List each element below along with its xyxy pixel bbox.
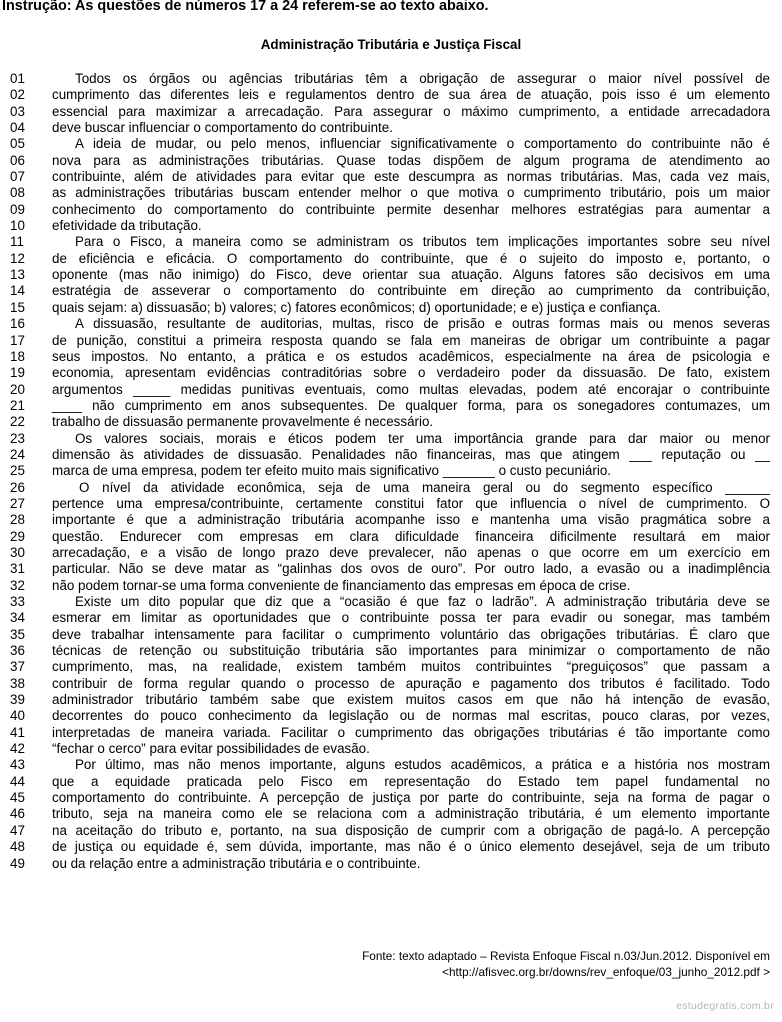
text-line [0, 790, 782, 806]
text-line [0, 643, 782, 659]
text-line [0, 104, 782, 120]
text-line [0, 300, 782, 316]
line-number: 32 [10, 577, 25, 593]
line-text: administrador tributário também sabe que existem muitos casos em que não há intenção de evasão, [52, 692, 770, 708]
text-line [0, 512, 782, 528]
text-line [0, 202, 782, 218]
text-line [0, 234, 782, 250]
line-number: 11 [10, 234, 24, 250]
line-text: tributo, seja na maneira como ele se relaciona com a administração tributária, é um elemento importante [52, 806, 770, 822]
line-text: na aceitação do tributo e, portanto, na sua disposição de cumprir com a obrigação de pagá-lo. A percepção [52, 822, 770, 838]
text-line [0, 659, 782, 675]
line-number: 10 [10, 218, 25, 234]
line-number: 03 [10, 103, 25, 119]
line-text: contribuir de forma regular quando o processo de apuração e pagamento dos tributos é facilitado. Todo [52, 675, 770, 691]
line-text: O nível da atividade econômica, seja de uma maneira geral ou do segmento específico ______ [79, 479, 770, 495]
text-line [0, 610, 782, 626]
text-line [0, 136, 782, 152]
line-number: 22 [10, 414, 25, 430]
watermark: estudegratis.com.br [676, 1000, 774, 1012]
line-number: 43 [10, 757, 25, 773]
text-line [0, 496, 782, 512]
line-text: marca de uma empresa, podem ter efeito muito mais significativo _______ o custo pecuniário. [52, 463, 611, 479]
numbered-text-body [0, 71, 782, 872]
line-text: não podem tornar-se uma forma conveniente de financiamento das empresas em época de crise. [52, 577, 631, 593]
line-text: deve trabalhar intensamente para facilitar o cumprimento voluntário das obrigações tributárias. É claro que [52, 626, 770, 642]
text-line [0, 529, 782, 545]
text-line [0, 251, 782, 267]
text-line [0, 365, 782, 381]
text-line [0, 349, 782, 365]
line-number: 44 [10, 773, 25, 789]
text-line [0, 725, 782, 741]
text-line [0, 333, 782, 349]
text-line [0, 708, 782, 724]
source-line-1: Fonte: texto adaptado – Revista Enfoque Fiscal n.03/Jun.2012. Disponível em [362, 949, 770, 963]
line-number: 16 [10, 316, 25, 332]
line-number: 19 [10, 365, 25, 381]
text-line [0, 839, 782, 855]
line-text: importante é que a administração tributária acompanhe isso e mantenha uma visão pragmática sobre a [52, 512, 770, 528]
text-line [0, 594, 782, 610]
line-number: 21 [10, 397, 25, 413]
text-title: Administração Tributária e Justiça Fiscal [260, 37, 522, 52]
text-line [0, 87, 782, 103]
line-number: 09 [10, 201, 25, 217]
text-line [0, 676, 782, 692]
text-line [0, 120, 782, 136]
line-number: 28 [10, 512, 25, 528]
line-number: 08 [10, 185, 25, 201]
text-line [0, 71, 782, 87]
line-text: cumprimento das diferentes leis e regulamentos dentro de sua área de atuação, pois isso é um elemento [52, 87, 770, 103]
line-text: seus impostos. No entanto, a prática e os estudos acadêmicos, especialmente na área de psicologia e [52, 348, 770, 364]
text-line [0, 692, 782, 708]
line-number: 30 [10, 544, 25, 560]
text-line [0, 757, 782, 773]
line-number: 06 [10, 152, 25, 168]
line-number: 48 [10, 839, 25, 855]
line-number: 40 [10, 708, 25, 724]
line-number: 23 [10, 430, 25, 446]
line-text: efetividade da tributação. [52, 218, 202, 234]
text-line [0, 806, 782, 822]
line-text: A ideia de mudar, ou pelo menos, influenciar significativamente o comportamento do contribuinte não é [75, 136, 770, 152]
text-line [0, 545, 782, 561]
text-line [0, 382, 782, 398]
line-number: 24 [10, 446, 25, 462]
text-line [0, 561, 782, 577]
line-number: 34 [10, 610, 25, 626]
line-number: 05 [10, 136, 25, 152]
text-line [0, 578, 782, 594]
line-number: 31 [10, 561, 25, 577]
line-number: 13 [10, 267, 25, 283]
line-number: 37 [10, 659, 25, 675]
source-line-2: <http://afisvec.org.br/downs/rev_enfoque/03_junho_2012.pdf > [442, 965, 770, 979]
text-line [0, 741, 782, 757]
line-text: oponente (mas não inimigo) do Fisco, deve orientar sua atuação. Alguns fatores são decisivos em uma [52, 267, 770, 283]
line-number: 33 [10, 594, 25, 609]
line-text: técnicas de retenção ou substituição tributária são importantes para minimizar o comportamento de não [52, 643, 770, 659]
line-text: arrecadação, e a visão de longo prazo deve prevalecer, não apenas o que ocorre em um exercício em [52, 544, 770, 560]
line-text: Os valores sociais, morais e éticos podem ter uma importância grande para dar maior ou menor [75, 430, 770, 446]
line-number: 49 [10, 855, 25, 871]
line-text: comportamento do contribuinte. A percepção de justiça por parte do contribuinte, seja na forma de pagar o [52, 790, 770, 806]
text-line [0, 414, 782, 430]
line-text: Todos os órgãos ou agências tributárias têm a obrigação de assegurar o maior nível possível de [75, 71, 770, 86]
line-number: 47 [10, 822, 25, 838]
line-text: quais sejam: a) dissuasão; b) valores; c) fatores econômicos; d) oportunidade; e e) justiça e confiança. [52, 299, 661, 315]
line-text: ou da relação entre a administração tributária e o contribuinte. [52, 855, 421, 871]
line-text: “fechar o cerco” para evitar possibilidades de evasão. [52, 741, 370, 757]
line-number: 07 [10, 169, 25, 185]
line-text: de eficiência e eficácia. O comportamento do contribuinte, que é o sujeito do imposto e, portanto, o [52, 250, 770, 266]
text-line [0, 218, 782, 234]
line-text: deve buscar influenciar o comportamento do contribuinte. [52, 120, 393, 136]
text-line [0, 463, 782, 479]
line-text: A dissuasão, resultante de auditorias, multas, risco de prisão e outras formas mais ou menos severas [75, 316, 770, 332]
line-text: estratégia de asseverar o comportamento do contribuinte em direção ao cumprimento da contribuição, [52, 283, 770, 299]
line-text: Por último, mas não menos importante, alguns estudos acadêmicos, a prática e a história nos mostram [75, 757, 770, 773]
line-number: 02 [10, 87, 25, 103]
text-line [0, 431, 782, 447]
line-number: 27 [10, 495, 25, 511]
line-number: 18 [10, 348, 25, 364]
line-text: nova para as administrações tributárias. Quase todas dispõem de algum programa de atendimento ao [52, 152, 770, 168]
line-number: 25 [10, 463, 25, 479]
text-line [0, 774, 782, 790]
source-citation [362, 948, 770, 980]
line-text: contribuinte, além de atividades para evitar que este descumpra as normas tributárias. Mas, cada vez mais, [52, 169, 770, 185]
line-number: 45 [10, 790, 25, 806]
line-number: 38 [10, 675, 25, 691]
line-text: Para o Fisco, a maneira como se administram os tributos tem implicações importantes sobre seu nível [75, 234, 770, 250]
line-text: particular. Não se deve matar as “galinhas dos ovos de ouro”. Por outro lado, a evasão ou a inadimplência [52, 561, 770, 577]
line-text: de justiça ou equidade é, sem dúvida, importante, mas não é o único elemento desejável, seja de um tributo [52, 839, 770, 855]
text-line [0, 856, 782, 872]
line-number: 39 [10, 692, 25, 708]
line-text: questão. Endurecer com empresas em clara dificuldade financeira dificilmente resultará em maior [52, 528, 770, 544]
line-number: 20 [10, 381, 25, 397]
line-text: essencial para maximizar a arrecadação. Para assegurar o máximo cumprimento, a entidade arrecadadora [52, 103, 770, 119]
line-text: que a equidade praticada pelo Fisco em representação do Estado tem papel fundamental no [52, 773, 770, 789]
line-text: cumprimento, mas, na realidade, existem também muitos contribuintes “preguiçosos” que passam a [52, 659, 770, 675]
text-line [0, 823, 782, 839]
line-text: economia, apresentam evidências contraditórias sobre o verdadeiro poder da dissuasão. De fato, existem [52, 365, 770, 381]
line-text: Existe um dito popular que diz que a “ocasião é que faz o ladrão”. A administração tributária deve se [75, 594, 770, 609]
text-line [0, 447, 782, 463]
line-text: de punição, constitui a primeira resposta quando se fala em maneiras de obrigar um contribuinte a pagar [52, 332, 770, 348]
line-text: decorrentes do pouco conhecimento da legislação ou de normas mal escritas, pouco claras, por vezes, [52, 708, 770, 724]
line-number: 04 [10, 120, 25, 136]
text-line [0, 185, 782, 201]
text-line [0, 153, 782, 169]
line-number: 14 [10, 283, 25, 299]
line-number: 41 [10, 724, 25, 740]
text-line [0, 627, 782, 643]
line-number: 01 [10, 71, 25, 86]
line-text: conhecimento do comportamento do contribuinte permite desenhar melhores estratégias para aumentar a [52, 201, 770, 217]
line-number: 42 [10, 741, 25, 757]
line-number: 26 [10, 479, 25, 495]
line-text: trabalho de dissuasão permanente provavelmente é necessário. [52, 414, 434, 430]
line-number: 46 [10, 806, 25, 822]
text-line [0, 169, 782, 185]
text-line [0, 267, 782, 283]
line-number: 17 [10, 332, 25, 348]
line-text: dimensão às atividades de dissuasão. Penalidades não financeiras, mas que atingem ___ reputação ou __ [52, 446, 770, 462]
line-text: as administrações tributárias buscam entender melhor o que motiva o cumprimento tributário, pois um maior [52, 185, 770, 201]
text-line [0, 398, 782, 414]
line-number: 35 [10, 626, 25, 642]
line-text: pertence uma empresa/contribuinte, certamente constitui fator que influencia o nível de cumprimento. O [52, 495, 770, 511]
text-line [0, 283, 782, 299]
line-text: argumentos _____ medidas punitivas eventuais, como multas elevadas, podem até encorajar o contribuinte [52, 381, 770, 397]
line-number: 36 [10, 643, 25, 659]
line-text: esmerar em limitar as oportunidades que o contribuinte possa ter para evadir ou sonegar, mas também [52, 610, 770, 626]
text-line [0, 480, 782, 496]
line-text: interpretadas de maneira variada. Facilitar o cumprimento das obrigações tributárias é tão importante como [52, 724, 770, 740]
line-number: 15 [10, 299, 25, 315]
line-text: ____ não cumprimento em anos subsequentes. De qualquer forma, para os sonegadores contumazes, um [52, 397, 770, 413]
line-number: 12 [10, 250, 25, 266]
text-line [0, 316, 782, 332]
instruction-heading: Instrução: As questões de números 17 a 24 referem-se ao texto abaixo. [2, 0, 489, 14]
line-number: 29 [10, 528, 25, 544]
